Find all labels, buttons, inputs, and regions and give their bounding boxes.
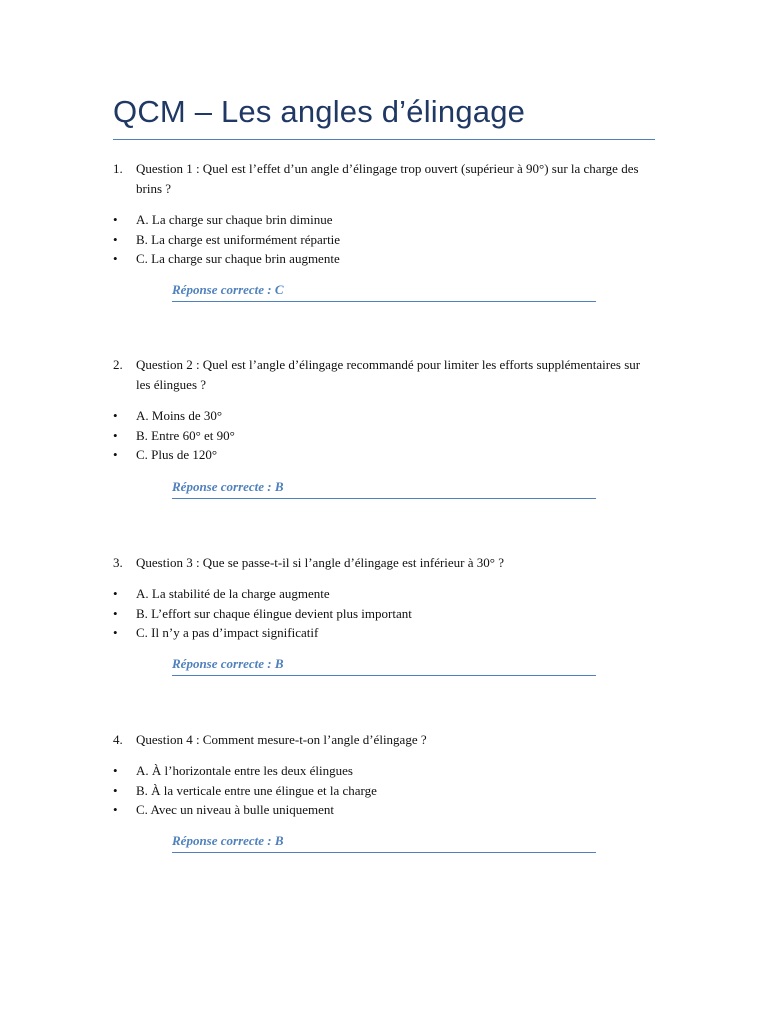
- option-label: B. Entre 60° et 90°: [136, 427, 235, 443]
- option-b: [113, 230, 340, 250]
- bullet-icon: •: [113, 212, 118, 227]
- bullet-icon: •: [113, 447, 118, 462]
- correct-answer: Réponse correcte : B: [172, 833, 596, 853]
- option-label: C. Plus de 120°: [136, 447, 218, 462]
- bullet-icon: •: [113, 408, 118, 423]
- question-1: [113, 159, 653, 199]
- question-3: [113, 553, 653, 573]
- bullet-icon: •: [113, 625, 118, 640]
- option-label: B. L’effort sur chaque élingue devient plus important: [136, 605, 412, 621]
- option-a: [113, 584, 412, 604]
- bullet-icon: •: [113, 802, 118, 817]
- option-label: A. La stabilité de la charge augmente: [136, 586, 330, 601]
- option-b: [113, 781, 377, 801]
- bullet-icon: •: [113, 782, 118, 798]
- option-label: C. Avec un niveau à bulle uniquement: [136, 802, 334, 817]
- option-label: C. Il n’y a pas d’impact significatif: [136, 625, 319, 640]
- options-list: [113, 210, 340, 269]
- question-text: Question 1 : Quel est l’effet d’un angle d’élingage trop ouvert (supérieur à 90°) sur la charge des brins ?: [136, 161, 639, 196]
- option-a: [113, 210, 340, 230]
- option-label: C. La charge sur chaque brin augmente: [136, 251, 340, 266]
- question-number: 2.: [113, 357, 123, 372]
- options-list: [113, 406, 235, 465]
- bullet-icon: •: [113, 251, 118, 266]
- question-2: [113, 355, 653, 395]
- question-text: Question 3 : Que se passe-t-il si l’angle d’élingage est inférieur à 30° ?: [136, 555, 504, 570]
- bullet-icon: •: [113, 427, 118, 443]
- page-title: QCM – Les angles d’élingage: [113, 94, 526, 129]
- bullet-icon: •: [113, 605, 118, 621]
- question-4: [113, 730, 653, 750]
- option-label: A. La charge sur chaque brin diminue: [136, 212, 333, 227]
- option-c: [113, 445, 235, 465]
- question-text: Question 2 : Quel est l’angle d’élingage recommandé pour limiter les efforts supplémentaires sur les élingues ?: [136, 357, 641, 392]
- option-c: [113, 623, 412, 643]
- options-list: [113, 584, 412, 643]
- correct-answer: Réponse correcte : B: [172, 479, 596, 499]
- correct-answer: Réponse correcte : C: [172, 282, 596, 302]
- option-b: [113, 426, 235, 446]
- option-a: [113, 406, 235, 426]
- question-number: 4.: [113, 732, 123, 747]
- option-label: B. La charge est uniformément répartie: [136, 231, 341, 247]
- option-c: [113, 800, 377, 820]
- option-label: A. À l’horizontale entre les deux élingues: [136, 763, 353, 778]
- bullet-icon: •: [113, 231, 118, 247]
- option-b: [113, 604, 412, 624]
- option-label: A. Moins de 30°: [136, 408, 223, 423]
- question-number: 3.: [113, 555, 123, 570]
- option-label: B. À la verticale entre une élingue et la charge: [136, 782, 377, 798]
- title-divider: [113, 139, 655, 140]
- question-text: Question 4 : Comment mesure-t-on l’angle d’élingage ?: [136, 732, 427, 747]
- option-a: [113, 761, 377, 781]
- question-number: 1.: [113, 161, 123, 176]
- bullet-icon: •: [113, 763, 118, 778]
- option-c: [113, 249, 340, 269]
- bullet-icon: •: [113, 586, 118, 601]
- correct-answer: Réponse correcte : B: [172, 656, 596, 676]
- options-list: [113, 761, 377, 820]
